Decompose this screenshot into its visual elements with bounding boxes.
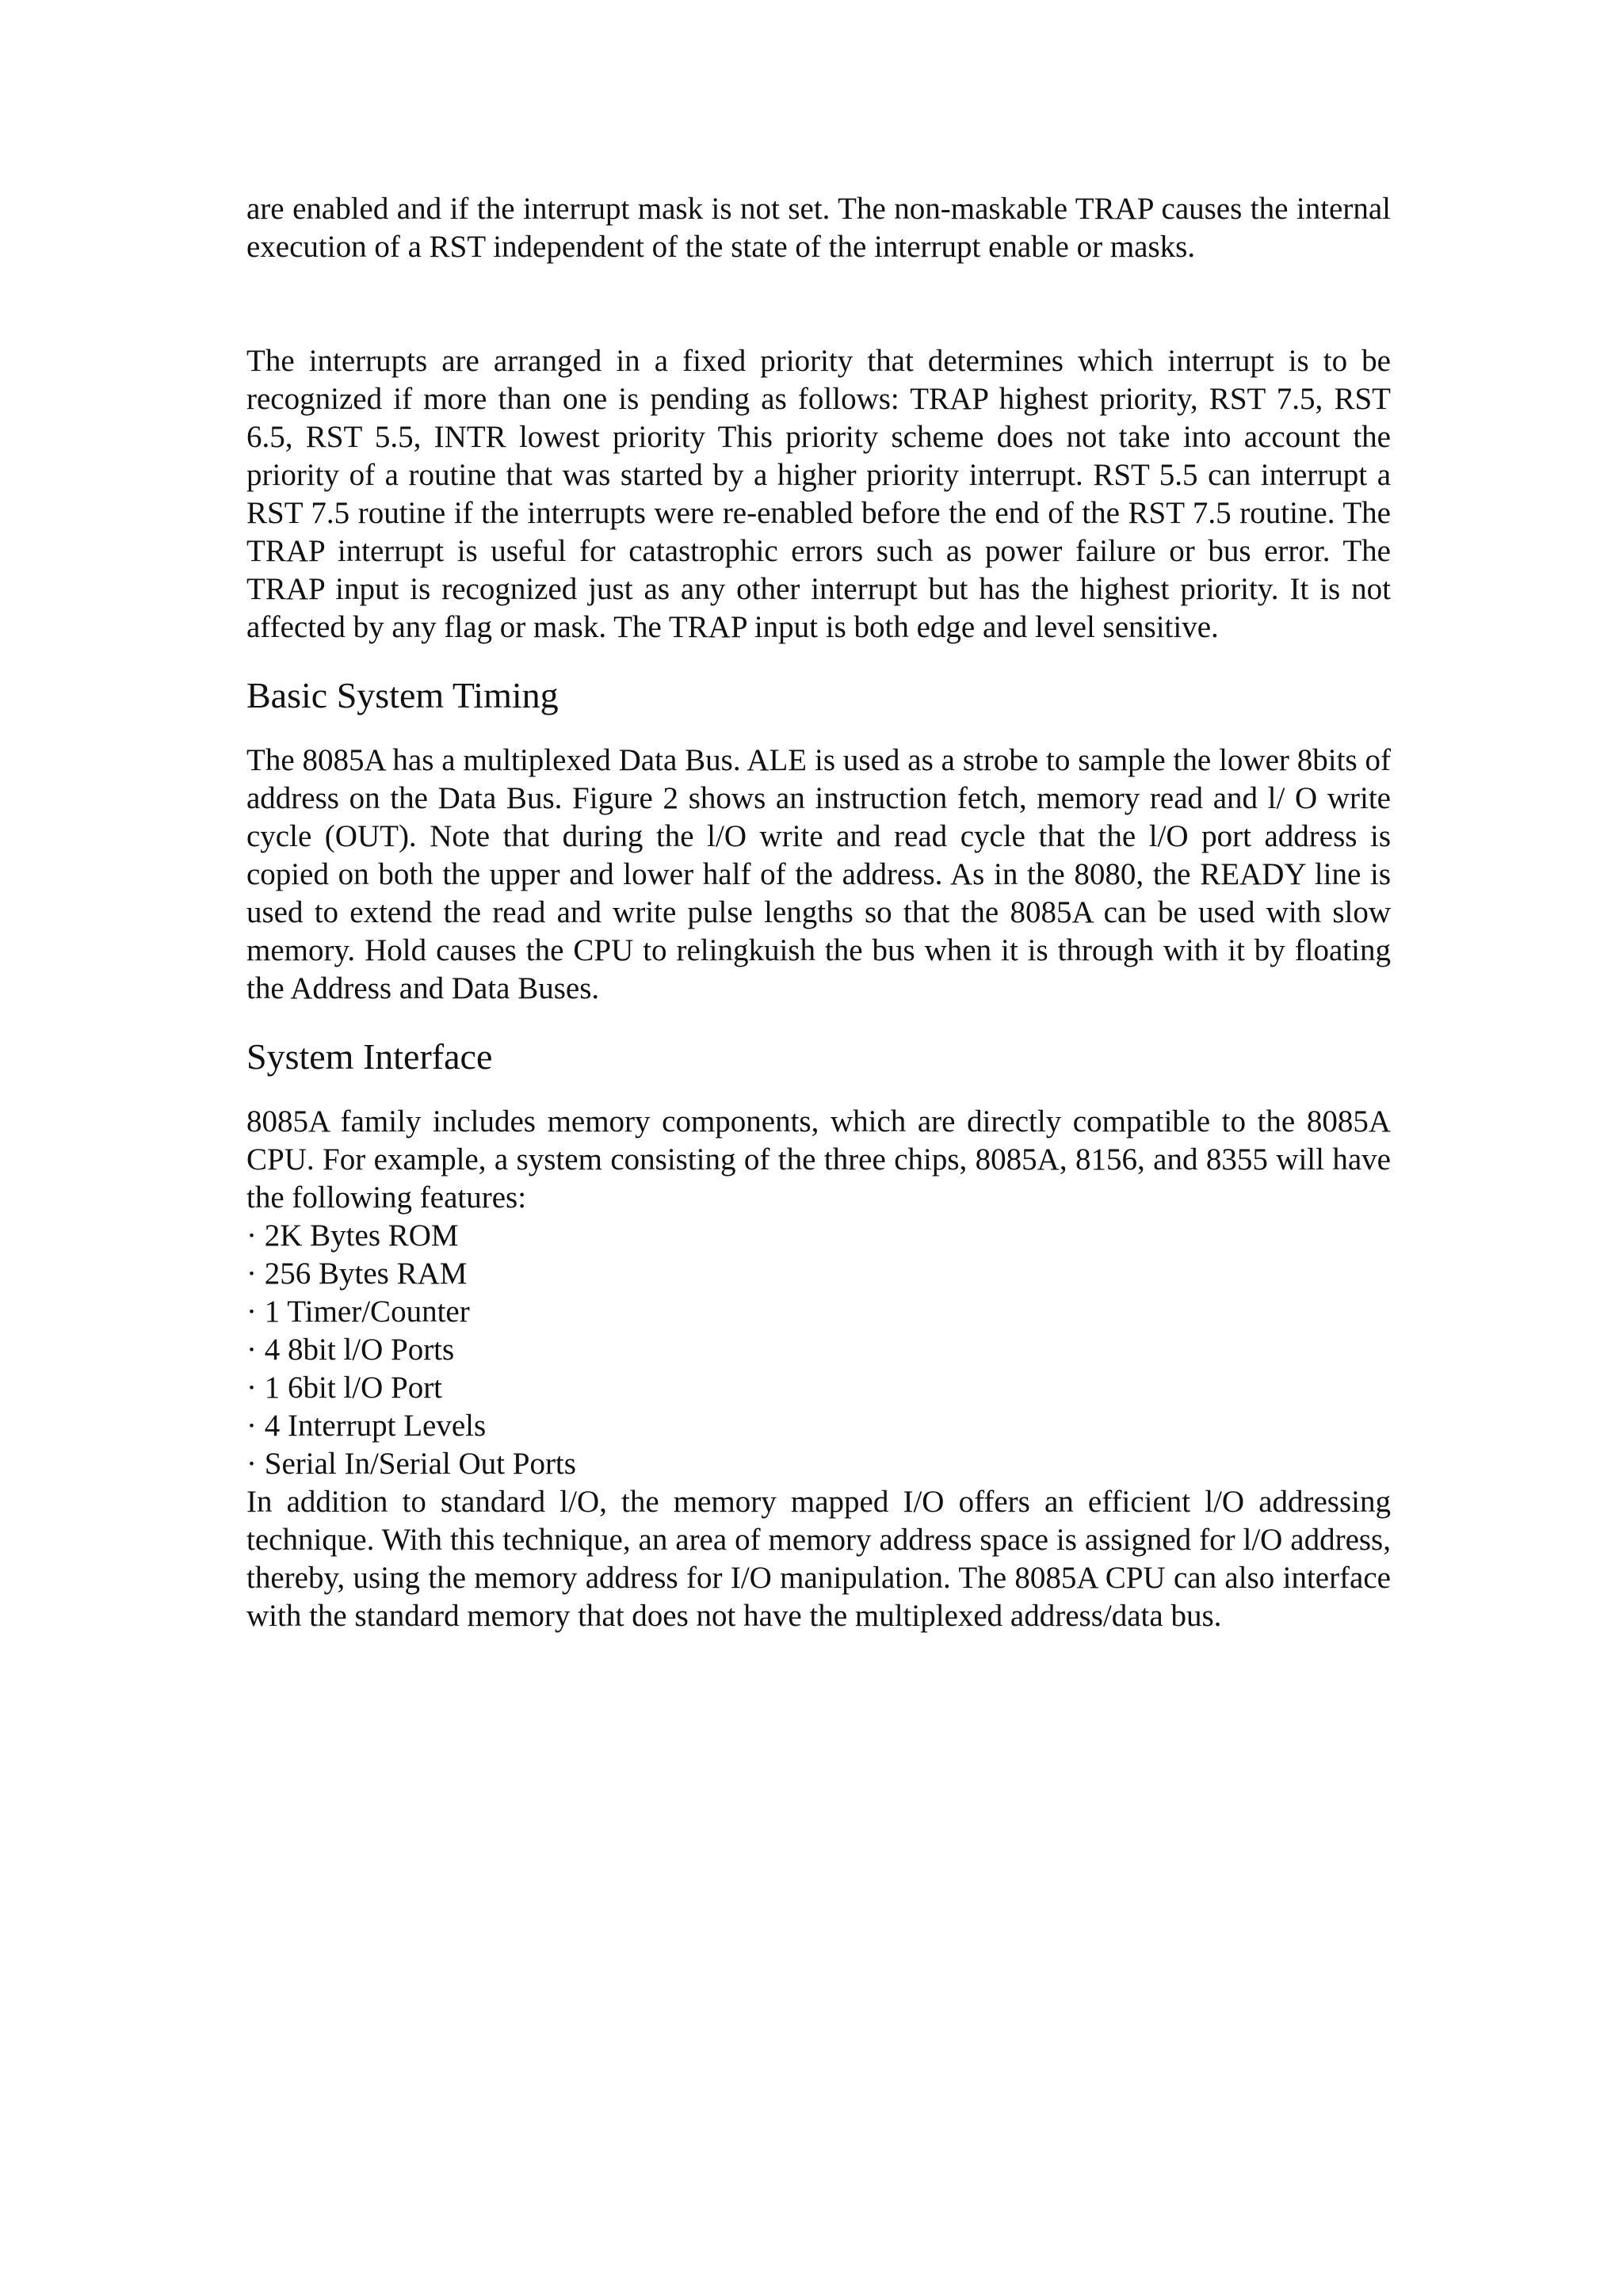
paragraph-interrupt-enable: are enabled and if the interrupt mask is not set. The non-maskable TRAP causes the internal execution of a RST independent of the state of the interrupt enable or masks. (246, 192, 1391, 264)
paragraph-system-timing: The 8085A has a multiplexed Data Bus. ALE is used as a strobe to sample the lower 8bits of address on the Data Bus. Figure 2 shows an instruction fetch, memory read and l/ O write cycle (OUT). Note that during the l/O write and read cycle that the l/O port address is copied on both the upper and lower half of the address. As in the 8080, the READY line is used to extend the read and write pulse lengths so that the 8085A can be used with slow memory. Hold causes the CPU to relingkuish the bus when it is through with it by floating the Address and Data Buses. (246, 743, 1391, 1005)
list-item: · 2K Bytes ROM (246, 1217, 1391, 1255)
paragraph-family-components: 8085A family includes memory components, which are directly compatible to the 8085A CPU. For example, a system consisting of the three chips, 8085A, 8156, and 8355 will have the following features: (246, 1104, 1391, 1215)
list-item: · 1 Timer/Counter (246, 1293, 1391, 1331)
list-item: · 1 6bit l/O Port (246, 1369, 1391, 1407)
list-item: · Serial In/Serial Out Ports (246, 1445, 1391, 1483)
paragraph-memory-mapped-io: In addition to standard l/O, the memory mapped I/O offers an efficient l/O addressing technique. With this technique, an area of memory address space is assigned for l/O address, thereby, using the memory address for I/O manipulation. The 8085A CPU can also interface with the standard memory that does not have the multiplexed address/data bus. (246, 1485, 1391, 1633)
list-item: · 256 Bytes RAM (246, 1255, 1391, 1293)
list-item: · 4 8bit l/O Ports (246, 1331, 1391, 1369)
heading-basic-system-timing: Basic System Timing (246, 675, 559, 715)
document-page (246, 190, 1391, 1635)
paragraph-interrupt-priority: The interrupts are arranged in a fixed priority that determines which interrupt is to be recognized if more than one is pending as follows: TRAP highest priority, RST 7.5, RST 6.5, RST 5.5, INTR lowest priority This priority scheme does not take into account the priority of a routine that was started by a higher priority interrupt. RST 5.5 can interrupt a RST 7.5 routine if the interrupts were re-enabled before the end of the RST 7.5 routine. The TRAP interrupt is useful for catastrophic errors such as power failure or bus error. The TRAP input is recognized just as any other interrupt but has the highest priority. It is not affected by any flag or mask. The TRAP input is both edge and level sensitive. (246, 344, 1391, 644)
heading-system-interface: System Interface (246, 1036, 493, 1077)
list-item: · 4 Interrupt Levels (246, 1407, 1391, 1445)
feature-list (246, 1217, 1391, 1483)
